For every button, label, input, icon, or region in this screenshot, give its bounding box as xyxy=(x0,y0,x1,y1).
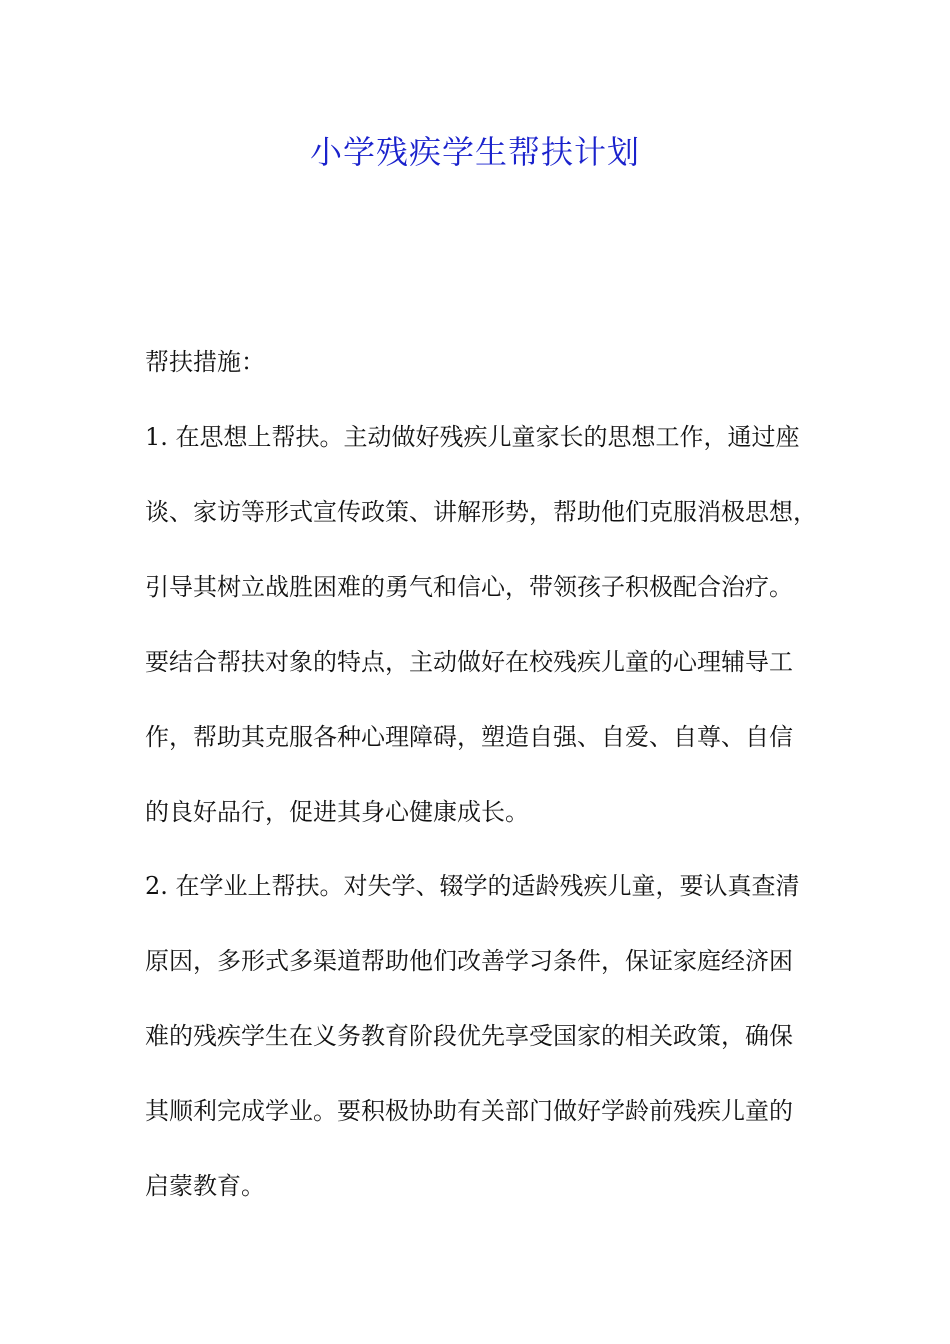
body-line: 原因，多形式多渠道帮助他们改善学习条件，保证家庭经济困 xyxy=(145,947,793,975)
body-line: 的良好品行，促进其身心健康成长。 xyxy=(145,798,529,826)
body-line: 谈、家访等形式宣传政策、讲解形势，帮助他们克服消极思想， xyxy=(145,498,817,526)
body-line: 引导其树立战胜困难的勇气和信心，带领孩子积极配合治疗。 xyxy=(145,573,793,601)
body-line: 作，帮助其克服各种心理障碍，塑造自强、自爱、自尊、自信 xyxy=(145,723,793,751)
body-line: 2. 在学业上帮扶。对失学、辍学的适龄残疾儿童，要认真查清 xyxy=(145,872,800,900)
body-line: 启蒙教育。 xyxy=(145,1172,265,1200)
document-title: 小学残疾学生帮扶计划 xyxy=(309,133,640,171)
body-line: 难的残疾学生在义务教育阶段优先享受国家的相关政策，确保 xyxy=(145,1022,793,1050)
body-line: 1. 在思想上帮扶。主动做好残疾儿童家长的思想工作，通过座 xyxy=(145,423,800,451)
body-line: 要结合帮扶对象的特点，主动做好在校残疾儿童的心理辅导工 xyxy=(145,648,793,676)
section-heading: 帮扶措施： xyxy=(145,348,265,376)
body-line: 其顺利完成学业。要积极协助有关部门做好学龄前残疾儿童的 xyxy=(145,1097,793,1125)
